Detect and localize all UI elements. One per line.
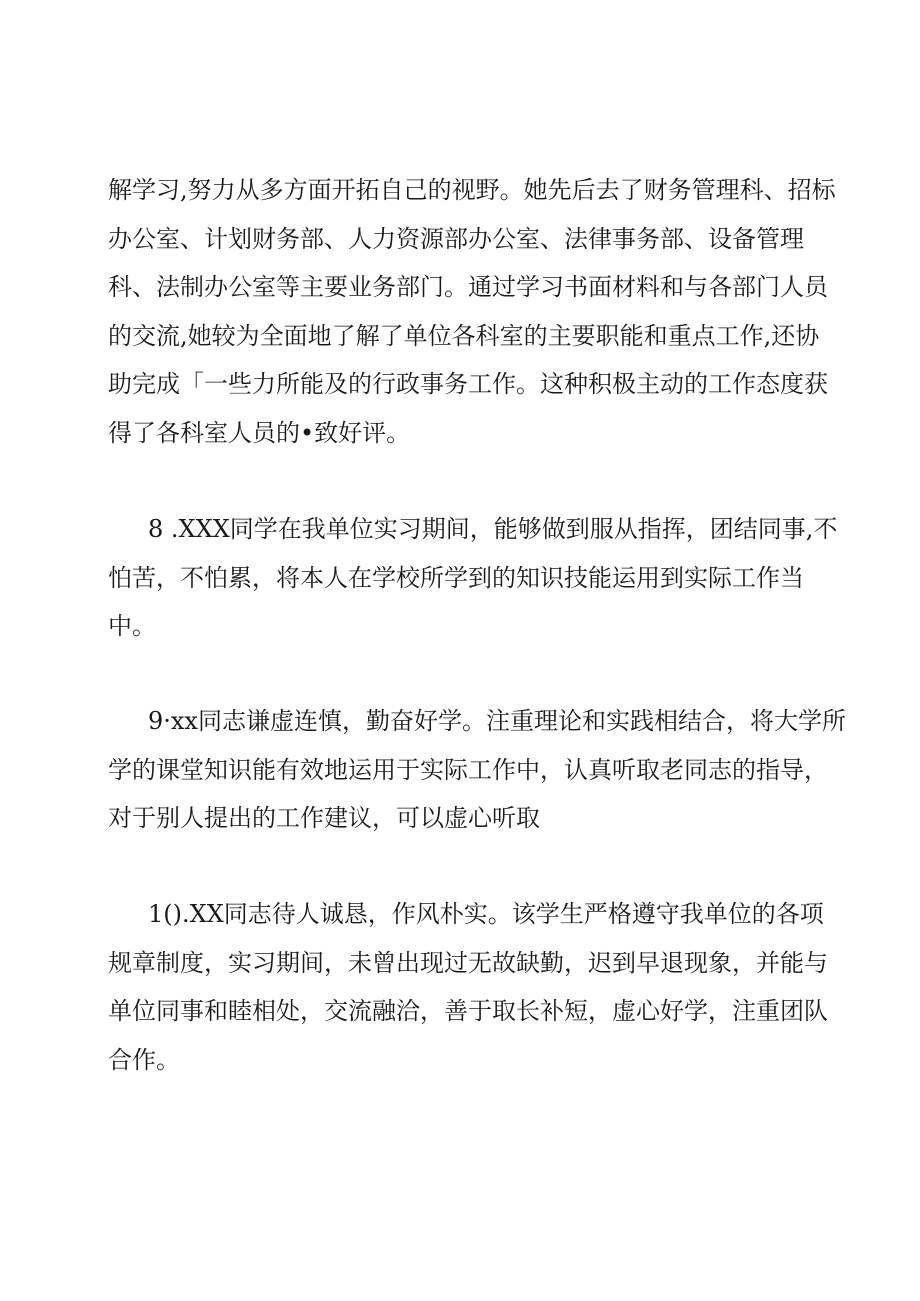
paragraph-department-study <box>108 166 836 457</box>
text-line: 助完成「一些力所能及的行政事务工作。这种积极主动的工作态度获 <box>108 370 828 398</box>
text-line: 1().XX同志待人诚恳，作风朴实。该学生严格遵守我单位的各项 <box>148 900 824 928</box>
text-line: 办公室、计划财务部、人力资源部办公室、法律事务部、设备管理 <box>108 224 804 253</box>
text-line: 合作。 <box>108 1045 180 1074</box>
text-line: 学的课堂知识能有效地运用于实际工作中，认真听取老同志的指导， <box>108 755 828 784</box>
text-line: 规章制度，实习期间，未曾出现过无故缺勤，迟到早退现象，并能与 <box>108 948 828 977</box>
paragraph-item-8 <box>108 505 838 651</box>
text-line: 怕苦，不怕累，将本人在学校所学到的知识技能运用到实际工作当 <box>108 563 804 592</box>
text-line: 得了各科室人员的•致好评。 <box>108 418 411 447</box>
text-line: 8 .XXX同学在我单位实习期间，能够做到服从指挥，团结同事,不 <box>148 515 838 543</box>
text-line: 单位同事和睦相处，交流融洽，善于取长补短，虚心好学，注重团队 <box>108 997 828 1025</box>
text-line: 科、法制办公室等主要业务部门。通过学习书面材料和与各部门人员 <box>108 273 828 301</box>
paragraph-item-9 <box>108 697 846 843</box>
text-line: 9·xx同志谦虚连慎，勤奋好学。注重理论和实践相结合，将大学所 <box>148 707 846 735</box>
text-line: 中。 <box>108 612 156 640</box>
paragraph-item-10 <box>108 890 828 1084</box>
text-line: 对于别人提出的工作建议，可以虚心听取 <box>108 804 540 832</box>
text-line: 解学习,努力从多方面开拓自己的视野。她先后去了财务管理科、招标 <box>108 176 836 204</box>
text-line: 的交流,她较为全面地了解了单位各科室的主要职能和重点工作,还协 <box>108 321 820 350</box>
